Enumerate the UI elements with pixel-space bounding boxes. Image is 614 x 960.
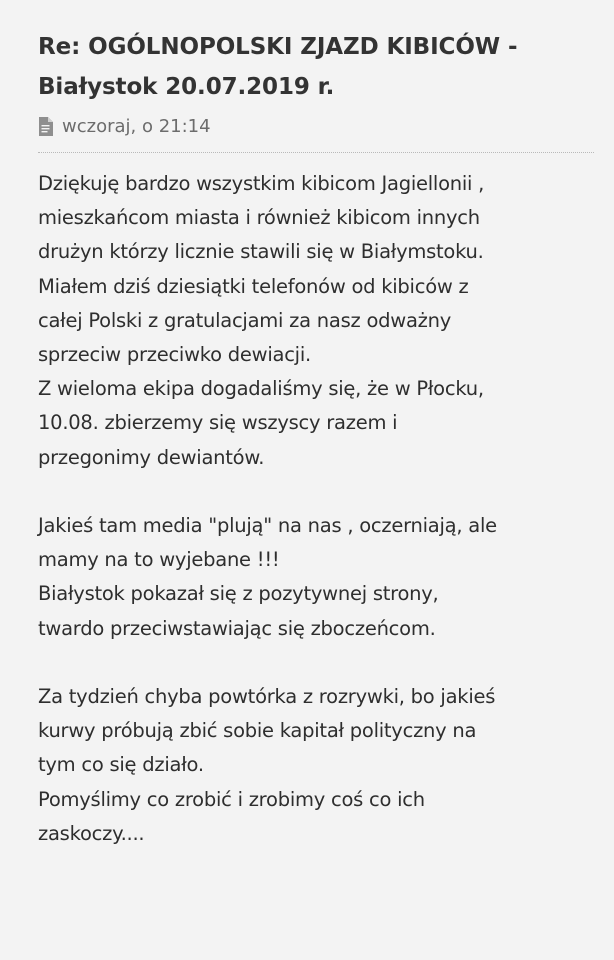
post-line: 10.08. zbierzemy się wszyscy razem i	[38, 411, 398, 435]
post-line: Jakieś tam media "plują" na nas , oczerniają, ale	[38, 514, 497, 538]
post-title[interactable]	[38, 0, 600, 107]
post-line: Dziękuję bardzo wszystkim kibicom Jagiellonii ,	[38, 172, 485, 195]
post-paragraph	[38, 680, 600, 851]
post-line: sprzeciw przeciwko dewiacji.	[38, 343, 311, 367]
post-line: przegonimy dewiantów.	[38, 445, 265, 469]
post-line: mamy na to wyjebane !!!	[38, 548, 280, 572]
post-meta	[38, 114, 600, 138]
post-line: mieszkańcom miasta i również kibicom innych	[38, 206, 480, 230]
post-paragraph	[38, 509, 600, 646]
post-timestamp: wczoraj, o 21:14	[62, 115, 211, 137]
post-line: twardo przeciwstawiając się zboczeńcom.	[38, 616, 436, 640]
post-line: Za tydzień chyba powtórka z rozrywki, bo jakieś	[38, 685, 496, 709]
divider	[38, 152, 594, 153]
post-line: tym co się działo.	[38, 753, 204, 777]
post-title-line: Białystok 20.07.2019 r.	[38, 74, 335, 100]
post-line: Białystok pokazał się z pozytywnej strony,	[38, 582, 439, 606]
post-line: drużyn którzy licznie stawili się w Białymstoku.	[38, 240, 484, 264]
post-body	[38, 167, 600, 851]
document-icon	[38, 117, 53, 136]
post-line: Pomyślimy co zrobić i zrobimy coś co ich	[38, 787, 425, 811]
post-line: Z wieloma ekipa dogadaliśmy się, że w Płocku,	[38, 377, 484, 401]
post-line: Miałem dziś dziesiątki telefonów od kibiców z	[38, 274, 469, 298]
post-line: zaskoczy....	[38, 821, 145, 845]
forum-post	[38, 0, 600, 960]
post-paragraph	[38, 167, 600, 475]
post-line: całej Polski z gratulacjami za nasz odważny	[38, 308, 452, 332]
post-title-line: Re: OGÓLNOPOLSKI ZJAZD KIBICÓW -	[38, 34, 518, 60]
post-line: kurwy próbują zbić sobie kapitał polityczny na	[38, 719, 477, 743]
